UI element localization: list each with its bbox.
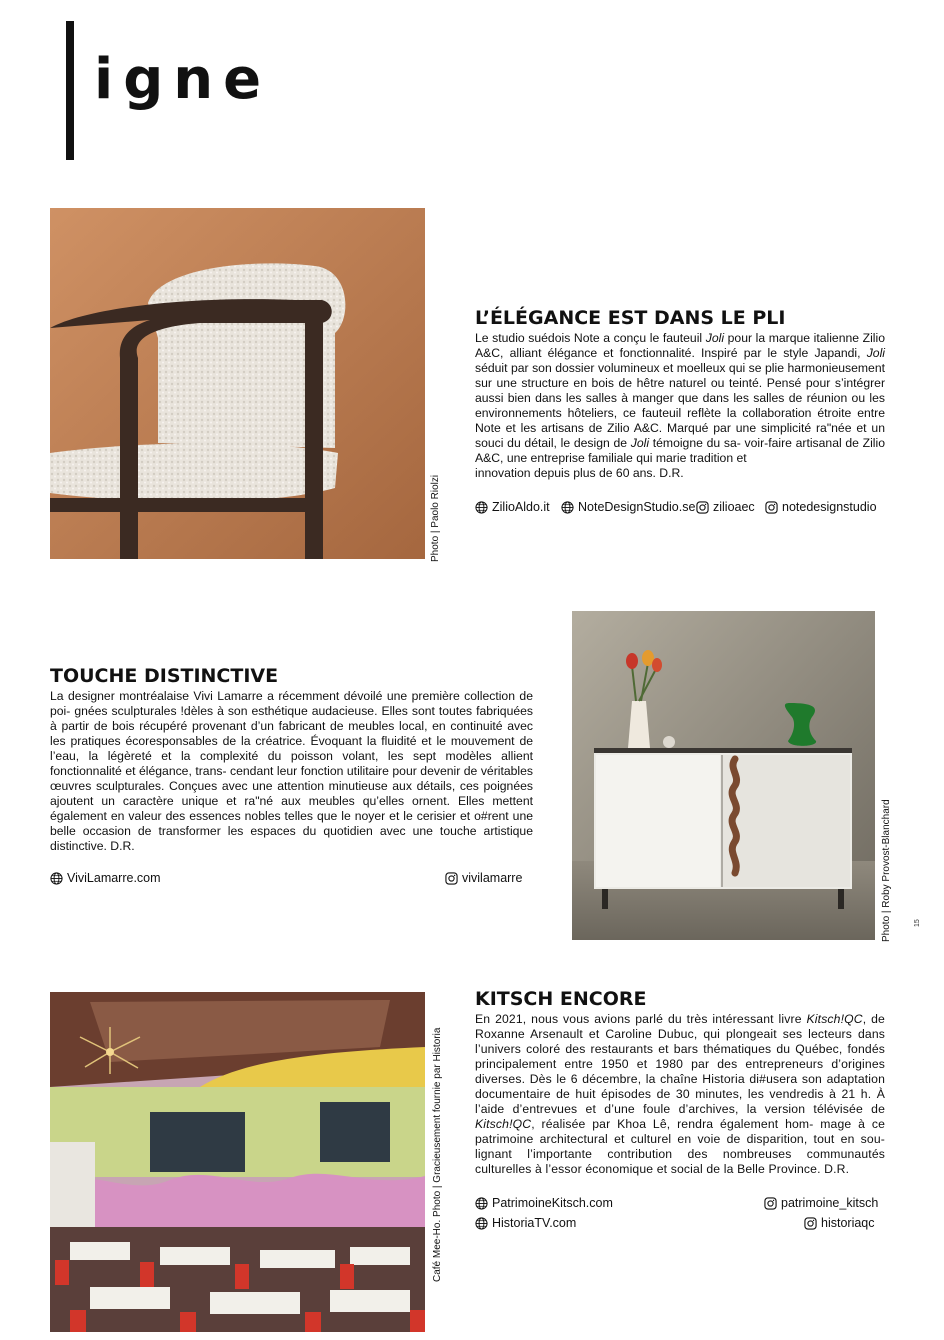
instagram-icon: [765, 501, 778, 514]
link-vivilamarre[interactable]: [50, 870, 161, 886]
logo-text: igne: [94, 47, 272, 112]
photo-credit-1: Photo | Paolo Riolzi: [430, 474, 441, 562]
article-title-2: TOUCHE DISTINCTIVE: [50, 665, 279, 687]
globe-icon: [475, 1197, 488, 1210]
instagram-icon: [804, 1217, 817, 1230]
sideboard-photo: [572, 611, 875, 940]
article-body-1-segment: séduit par son dossier volumineux et moelleux qui se plie harmonieusement sur une structure en bois de hêtre naturel ou teinté. Pensé pour s’intégrer aussi bien dans les salles à manger que dans les salles de réunion ou les environnements hôteliers, ce fauteuil reflète la collaboration étroite entre Note et les artisans de Zilio A&C. Marqué par une simplicité ra"née et un souci du détail, le design de: [475, 361, 885, 450]
logo-bar: [66, 21, 74, 160]
link-text: NoteDesignStudio.se: [578, 500, 696, 514]
article-body-1-segment: pour la marque italienne Zilio A&C, alliant élégance et fonctionnalité. Inspiré par le style Japandi,: [475, 331, 885, 360]
link-text: patrimoine_kitsch: [781, 1196, 879, 1210]
article-body-3-segment: Kitsch!QC: [475, 1117, 532, 1131]
globe-icon: [50, 872, 63, 885]
globe-icon: [561, 501, 574, 514]
sideboard-illustration: [572, 611, 875, 940]
article-body-1-segment: Joli: [866, 346, 885, 360]
article-body-2: [50, 689, 533, 854]
link-text: ViviLamarre.com: [67, 871, 161, 885]
article-body-1-segment: Joli: [630, 436, 650, 450]
article-title-1: L’ÉLÉGANCE EST DANS LE PLI: [475, 307, 786, 329]
link-text: PatrimoineKitsch.com: [492, 1196, 613, 1210]
article-body-1-segment: Joli: [705, 331, 725, 345]
link-vivilamarre-instagram[interactable]: [445, 870, 522, 886]
link-text: notedesignstudio: [782, 500, 877, 514]
link-text: ZilioAldo.it: [492, 500, 550, 514]
article-body-3-text: [475, 1012, 885, 1177]
link-text: zilioaec: [713, 500, 755, 514]
cafe-illustration: [50, 992, 425, 1332]
article-body-1: [475, 331, 885, 481]
photo-credit-2: Photo | Roby Provost-Blanchard: [881, 799, 892, 942]
chair-photo: [50, 208, 425, 559]
link-notedesignstudio-instagram[interactable]: [765, 499, 877, 515]
link-notedesignstudio[interactable]: [561, 499, 695, 515]
article-body-3-segment: En 2021, nous vous avions parlé du très intéressant livre: [475, 1012, 807, 1026]
article-body-1-segment: Le studio suédois Note a conçu le fauteuil: [475, 331, 706, 345]
globe-icon: [475, 501, 488, 514]
instagram-icon: [764, 1197, 777, 1210]
link-patrimoinekitsch[interactable]: [475, 1195, 613, 1211]
article-body-3: [475, 1012, 885, 1177]
link-historiatv[interactable]: [475, 1215, 576, 1231]
chair-illustration: [50, 208, 425, 559]
article-body-1-segment: témoigne du sa- voir-faire artisanal de Zilio A&C, une entreprise familiale qui marie tradition et: [475, 436, 886, 465]
page-number: 15: [914, 919, 921, 927]
instagram-icon: [696, 501, 709, 514]
link-text: historiaqc: [821, 1216, 875, 1230]
link-historiaqc-instagram[interactable]: [804, 1215, 875, 1231]
link-text: HistoriaTV.com: [492, 1216, 577, 1230]
article-body-3-segment: Kitsch!QC: [806, 1012, 863, 1026]
link-text: vivilamarre: [462, 871, 523, 885]
link-zilioaldo[interactable]: [475, 499, 550, 515]
cafe-photo: [50, 992, 425, 1332]
photo-credit-3: Café Mee-Ho. Photo | Gracieusement fournie par Historia: [432, 1027, 443, 1282]
article-body-3-segment: , réalisée par Khoa Lê, rendra également hom- mage à ce patrimoine architectural et culturel en voie de disparition, tout en sou- lignant l’importante contribution des nombreuses communautés culturelles à l’essor économique et social de la Belle Province. D.R.: [475, 1117, 885, 1176]
globe-icon: [475, 1217, 488, 1230]
article-body-2-text: La designer montréalaise Vivi Lamarre a récemment dévoilé une première collection de poi- gnées sculpturales !dèles à son esthétique audacieuse. Elles sont toutes fabriquées à partir de bois récupéré provenant d’un fabricant de meubles local, en continuité avec les pratiques écoresponsables de la créatrice. Évoquant la fluidité et le mouvement de l’eau, la légèreté et la complexité du poisson volant, les sept modèles allient fonctionnalité et élégance, trans- cendant leur fonction utilitaire pour devenir de véritables œuvres sculpturales. Conçues avec une attention minutieuse aux détails, ces poignées ajoutent un caractère unique et ra"né aux meubles qu’elles ornent. Elles mettent également en valeur des essences nobles telles que le noyer et le cerisier et o#rent une belle occasion de transformer les espaces du quotidien avec une touche artistique distinctive. D.R.: [50, 689, 533, 853]
article-title-3: KITSCH ENCORE: [475, 988, 647, 1010]
article-body-3-segment: , de Roxanne Arsenault et Caroline Dubuc, qui plongeait ses lecteurs dans l’univers coloré des restaurants et bars thématiques du Québec, fondés principalement entre 1950 et 1980 par des entrepreneurs d’origines diverses. Dès le 6 décembre, la chaîne Historia di#usera son adaptation documentaire de huit épisodes de 30 minutes, les vendredis à 21 h. À l’aide d’entrevues et d’une foule d’archives, la version télévisée de: [475, 1012, 885, 1116]
article-body-1-text: [475, 331, 885, 466]
instagram-icon: [445, 872, 458, 885]
link-zilioaec[interactable]: [696, 499, 755, 515]
article-body-1-last: innovation depuis plus de 60 ans. D.R.: [475, 466, 684, 480]
link-patrimoine-kitsch-instagram[interactable]: [764, 1195, 878, 1211]
